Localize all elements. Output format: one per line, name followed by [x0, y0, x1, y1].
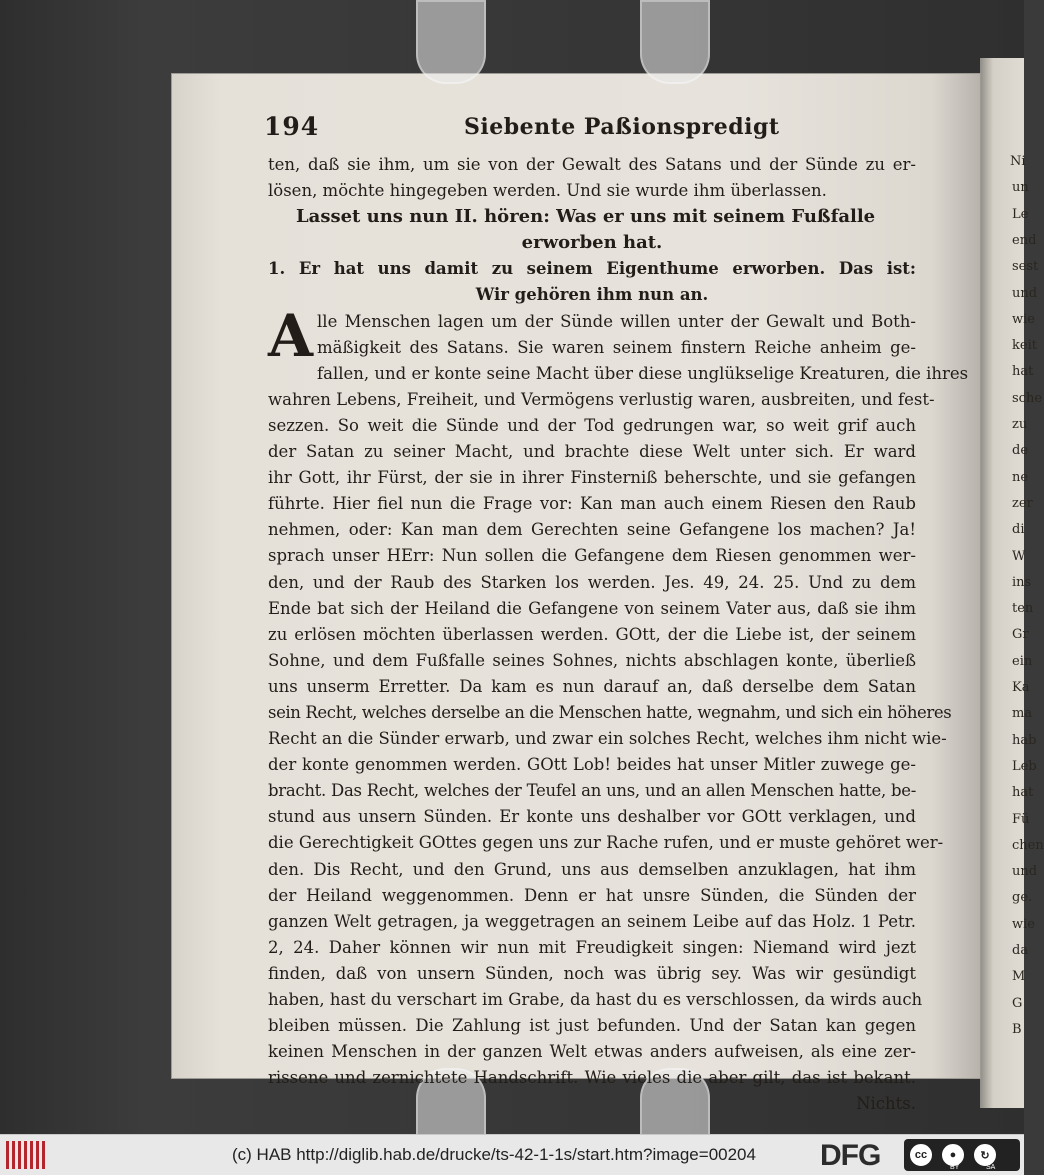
facing-page-fragment: und — [1012, 864, 1038, 880]
copyright-link[interactable]: (c) HAB http://diglib.hab.de/drucke/ts-42-1-1s/start.htm?image=00204 — [232, 1145, 756, 1164]
facing-page — [980, 58, 1044, 1108]
facing-page-fragment: sest — [1012, 259, 1039, 275]
text-line: ihr Gott, ihr Fürst, der sie in ihrer Finsterniß beherschte, und sie gefangen — [268, 468, 916, 488]
facing-page-fragment: ins — [1012, 574, 1032, 590]
facing-page-fragment: ein — [1012, 653, 1033, 669]
sa-share-alike-icon: ↻ — [972, 1142, 998, 1168]
facing-page-fragment: ma — [1012, 706, 1033, 722]
dfg-logo: DFG — [820, 1139, 881, 1172]
text-line: den. Dis Recht, und den Grund, uns aus demselben anzuklagen, hat ihm — [268, 859, 916, 879]
text-line: der konte genommen werden. GOtt Lob! beides hat unser Mitler zuwege ge- — [268, 755, 916, 775]
text-line: rissene und zernichtete Handschrift. Wie vieles die aber gilt, das ist bekant. — [268, 1068, 916, 1088]
text-line: führte. Hier fiel nun die Frage vor: Kan man auch einem Riesen den Raub — [268, 494, 916, 514]
facing-page-fragment: chen — [1012, 837, 1044, 853]
facing-page-fragment: end — [1012, 232, 1037, 248]
facing-page-fragment: W — [1012, 548, 1026, 564]
facing-page-fragment: keit — [1012, 338, 1037, 354]
page-body — [268, 152, 969, 1117]
facing-page-fragment: Gr — [1012, 627, 1029, 643]
text-line: ganzen Welt getragen, ja weggetragen an seinem Leibe auf das Holz. 1 Petr. — [268, 911, 916, 931]
text-line: der Satan zu seiner Macht, und brachte diese Welt unter sich. Er ward — [268, 442, 916, 462]
cc-icon: cc — [908, 1142, 934, 1168]
text-line: die Gerechtigkeit GOttes gegen uns zur Rache rufen, und er muste gehöret wer- — [268, 833, 944, 853]
text-line: Sohne, und dem Fußfalle seines Sohnes, nichts abschlagen konte, überließ — [268, 650, 916, 670]
facing-page-fragment: ge. — [1012, 890, 1033, 906]
text-line: haben, hast du verschart im Grabe, da hast du es verschlossen, da wirds auch — [268, 990, 923, 1009]
facing-page-fragment: G — [1012, 995, 1023, 1011]
facing-page-fragment: ne — [1012, 469, 1029, 485]
text-line: finden, daß von unsern Sünden, noch was übrig sey. Was wir gesündigt — [268, 963, 916, 983]
text-line: ten, daß sie ihm, um sie von der Gewalt des Satans und der Sünde zu er- — [268, 155, 916, 174]
text-line: uns unserm Erretter. Da kam es nun darauf an, daß derselbe dem Satan — [268, 676, 916, 696]
text-line: wahren Lebens, Freiheit, und Vermögens verlustig waren, ausbreiten, und fest- — [268, 389, 935, 409]
facing-page-fragment: M — [1012, 969, 1026, 985]
top-clamp-left — [416, 0, 486, 84]
facing-page-fragment: ten — [1012, 601, 1034, 617]
cc-by-label: BY — [950, 1164, 960, 1171]
subsection-heading: Wir gehören ihm nun an. — [475, 285, 709, 305]
text-line: Recht an die Sünder erwarb, und zwar ein solches Recht, welches ihm nicht wie- — [268, 729, 947, 749]
facing-page-fragment: Fü — [1012, 811, 1030, 827]
section-heading: Lasset uns nun II. hören: Was er uns mit seinem Fußfalle — [296, 206, 876, 228]
text-line: 2, 24. Daher können wir nun mit Freudigkeit singen: Niemand wird jezt — [268, 937, 916, 957]
facing-page-fragment: di — [1012, 522, 1025, 538]
facing-page-fragment: und — [1012, 285, 1038, 301]
text-line: lle Menschen lagen um der Sünde willen unter der Gewalt und Both- — [317, 311, 916, 331]
facing-page-fragment: Leb — [1012, 758, 1037, 774]
text-line: keinen Menschen in der ganzen Welt etwas anders aufweisen, als eine zer- — [268, 1042, 916, 1062]
running-title: Siebente Paßionspredigt — [464, 114, 780, 140]
text-line: der Heiland weggenommen. Denn er hat unsre Sünden, die Sünden der — [268, 885, 916, 905]
library-logo — [6, 1141, 46, 1169]
facing-page-fragment: sche — [1012, 390, 1043, 406]
facing-page-fragment: B — [1012, 1021, 1022, 1037]
text-line: den, und der Raub des Starken los werden. Jes. 49, 24. 25. Und zu dem — [268, 572, 916, 592]
facing-page-fragment: hab — [1012, 732, 1037, 748]
top-clamp-right — [640, 0, 710, 84]
text-line: bleiben müssen. Die Zahlung ist just befunden. Und der Satan kan gegen — [268, 1016, 916, 1036]
text-line: nehmen, oder: Kan man dem Gerechten seine Gefangene los machen? Ja! — [268, 520, 916, 540]
subsection-heading: 1. Er hat uns damit zu seinem Eigenthume erworben. Das ist: — [268, 259, 916, 279]
facing-page-fragment: zu — [1012, 417, 1028, 432]
drop-capital: A — [268, 301, 314, 370]
text-line: lösen, möchte hingegeben werden. Und sie wurde ihm überlassen. — [268, 181, 827, 201]
facing-page-fragment: Ni — [1010, 154, 1026, 169]
text-line: sein Recht, welches derselbe an die Menschen hatte, wegnahm, und sich ein höheres — [268, 702, 952, 722]
page-header — [264, 112, 914, 148]
text-line: sprach unser HErr: Nun sollen die Gefangene dem Riesen genommen wer- — [268, 546, 916, 566]
text-line: Ende bat sich der Heiland die Gefangene von seinem Vater aus, daß sie ihm — [268, 598, 916, 618]
text-line: bracht. Das Recht, welches der Teufel an uns, und an allen Menschen hatte, be- — [268, 781, 916, 801]
facing-page-fragment: Ka — [1012, 680, 1030, 695]
text-line: fallen, und er konte seine Macht über diese unglükselige Kreaturen, die ihres — [317, 363, 969, 383]
facing-page-fragment: da — [1012, 943, 1029, 958]
section-heading: erworben hat. — [521, 232, 663, 254]
text-line: mäßigkeit des Satans. Sie waren seinem finstern Reiche anheim ge- — [317, 337, 916, 357]
facing-page-fragment: hat — [1012, 364, 1034, 380]
facing-page-fragment: zer — [1012, 495, 1033, 511]
facing-page-fragment: wie — [1012, 311, 1035, 327]
cc-sa-label: SA — [986, 1164, 996, 1171]
facing-page-fragment: wie — [1012, 916, 1035, 932]
facing-page-fragment: hat — [1012, 785, 1034, 801]
text-line: sezzen. So weit die Sünde und der Tod gedrungen war, so weit grif auch — [268, 415, 916, 435]
facing-page-fragment: Le — [1012, 206, 1029, 222]
page-number: 194 — [264, 112, 320, 141]
facing-page-fragment: un — [1012, 180, 1029, 196]
creative-commons-badge[interactable] — [904, 1139, 1020, 1171]
text-line: zu erlösen möchten überlassen werden. GOtt, der die Liebe ist, der seinem — [268, 624, 916, 644]
catchword: Nichts. — [856, 1094, 916, 1114]
text-line: stund aus unsern Sünden. Er konte uns deshalber vor GOtt verklagen, und — [268, 807, 916, 827]
viewer-footer — [0, 1134, 1024, 1175]
by-attribution-icon: ● — [940, 1142, 966, 1168]
paragraph — [268, 301, 916, 370]
facing-page-fragment: de — [1012, 443, 1029, 459]
